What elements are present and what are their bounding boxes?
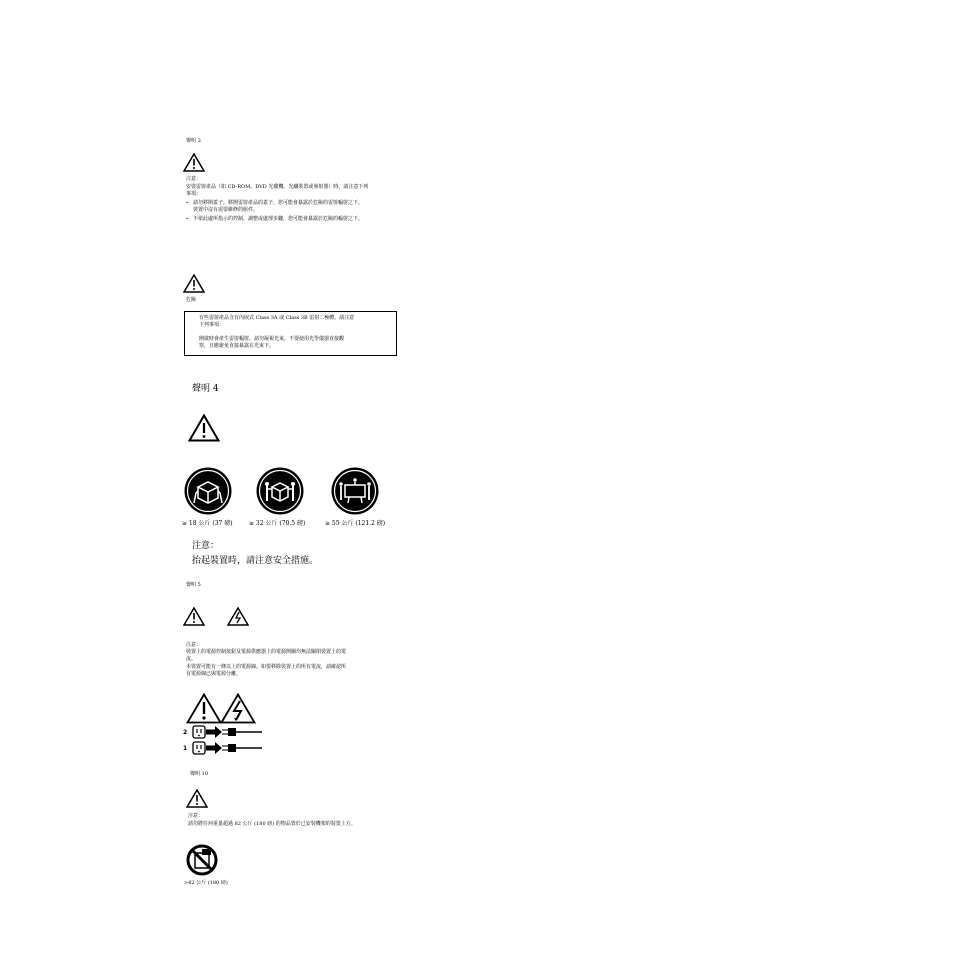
power-cord-number: 2 xyxy=(183,729,188,736)
power-cord-number: 1 xyxy=(183,745,188,752)
team-lift-icon xyxy=(331,467,379,515)
statement-3-bullet: 不依此處所指示的控制、調整或處理步驟，您可能會暴露於危險的輻射之下。 xyxy=(193,216,364,222)
statement-10-title: 聲明 10 xyxy=(190,771,208,777)
statement-10-text: 請勿將任何重量超過 82 公斤 (180 磅) 的物品置於已安裝機架的裝置上方。 xyxy=(188,821,356,827)
power-outlet-icon xyxy=(192,725,206,739)
statement-3-text-line: 安裝雷射產品（如 CD-ROM、DVD 光碟機、光纖裝置或發射器）時，請注意下列 xyxy=(186,184,369,190)
weight-label: ≥ 55 公斤 (121.2 磅) xyxy=(325,520,386,527)
statement-5-title: 聲明 5 xyxy=(186,582,201,588)
statement-10-weight-label: >82 公斤 (180 磅) xyxy=(184,880,228,886)
statement-3-bullet: 裝置中沒有需要維修的組件。 xyxy=(193,207,259,213)
danger-box-line: 下列事項： xyxy=(199,322,225,328)
caution-triangle-icon xyxy=(183,274,205,293)
bullet-mark: – xyxy=(186,216,189,222)
statement-5-text-line: 流。 xyxy=(186,656,197,662)
statement-4-caution-text: 抬起裝置時，請注意安全措施。 xyxy=(192,556,319,566)
caution-triangle-icon xyxy=(186,789,208,808)
statement-3-text-line: 事項： xyxy=(186,191,202,197)
statement-5-caution-label: 注意： xyxy=(186,642,202,648)
statement-4-title: 聲明 4 xyxy=(192,384,219,394)
statement-4-caution-label: 注意： xyxy=(192,541,220,551)
statement-10-caution-label: 注意： xyxy=(188,813,204,819)
two-person-lift-icon xyxy=(256,467,304,515)
weight-label: ≥ 18 公斤 (37 磅) xyxy=(182,520,233,527)
statement-5-text-line: 本裝置可能有一條以上的電源線。如要移除裝置上的所有電流，請確認所 xyxy=(186,664,347,670)
no-weight-on-top-icon xyxy=(186,844,218,876)
statement-3-caution-label: 注意： xyxy=(186,176,202,182)
arrow-right-icon xyxy=(205,741,223,755)
power-plug-icon xyxy=(222,741,262,755)
electrical-hazard-icon xyxy=(220,693,256,724)
weight-label: ≥ 32 公斤 (70.5 磅) xyxy=(249,520,306,527)
danger-box-line: 開啟時會產生雷射輻射。請勿凝視光束，不要使用光學儀器直接觀 xyxy=(199,336,345,342)
bullet-mark: – xyxy=(186,200,189,206)
caution-triangle-icon xyxy=(186,693,222,724)
statement-3-bullet: 請勿移開蓋子。移開雷射產品的蓋子，您可能會暴露於危險的雷射輻射之下。 xyxy=(193,200,364,206)
one-person-lift-icon xyxy=(184,467,232,515)
statement-3-title: 聲明 3 xyxy=(186,138,201,144)
danger-label: 危險 xyxy=(186,297,197,303)
caution-triangle-icon xyxy=(183,607,205,626)
caution-triangle-icon xyxy=(183,153,205,172)
power-plug-icon xyxy=(222,725,262,739)
danger-box-line: 察，且應避免直接暴露在光束下。 xyxy=(199,343,275,349)
statement-5-text-line: 有電源線已與電源分離。 xyxy=(186,671,242,677)
caution-triangle-icon xyxy=(188,414,220,442)
power-outlet-icon xyxy=(192,741,206,755)
arrow-right-icon xyxy=(205,725,223,739)
electrical-hazard-icon xyxy=(227,607,249,626)
danger-box-line: 有些雷射產品含有內嵌式 Class 3A 或 Class 3B 雷射二極體。請注意 xyxy=(199,315,355,321)
danger-notice-box xyxy=(184,311,397,356)
statement-5-text-line: 裝置上的電源控制按鈕及電源供應器上的電源開關均無法關閉裝置上的電 xyxy=(186,649,347,655)
